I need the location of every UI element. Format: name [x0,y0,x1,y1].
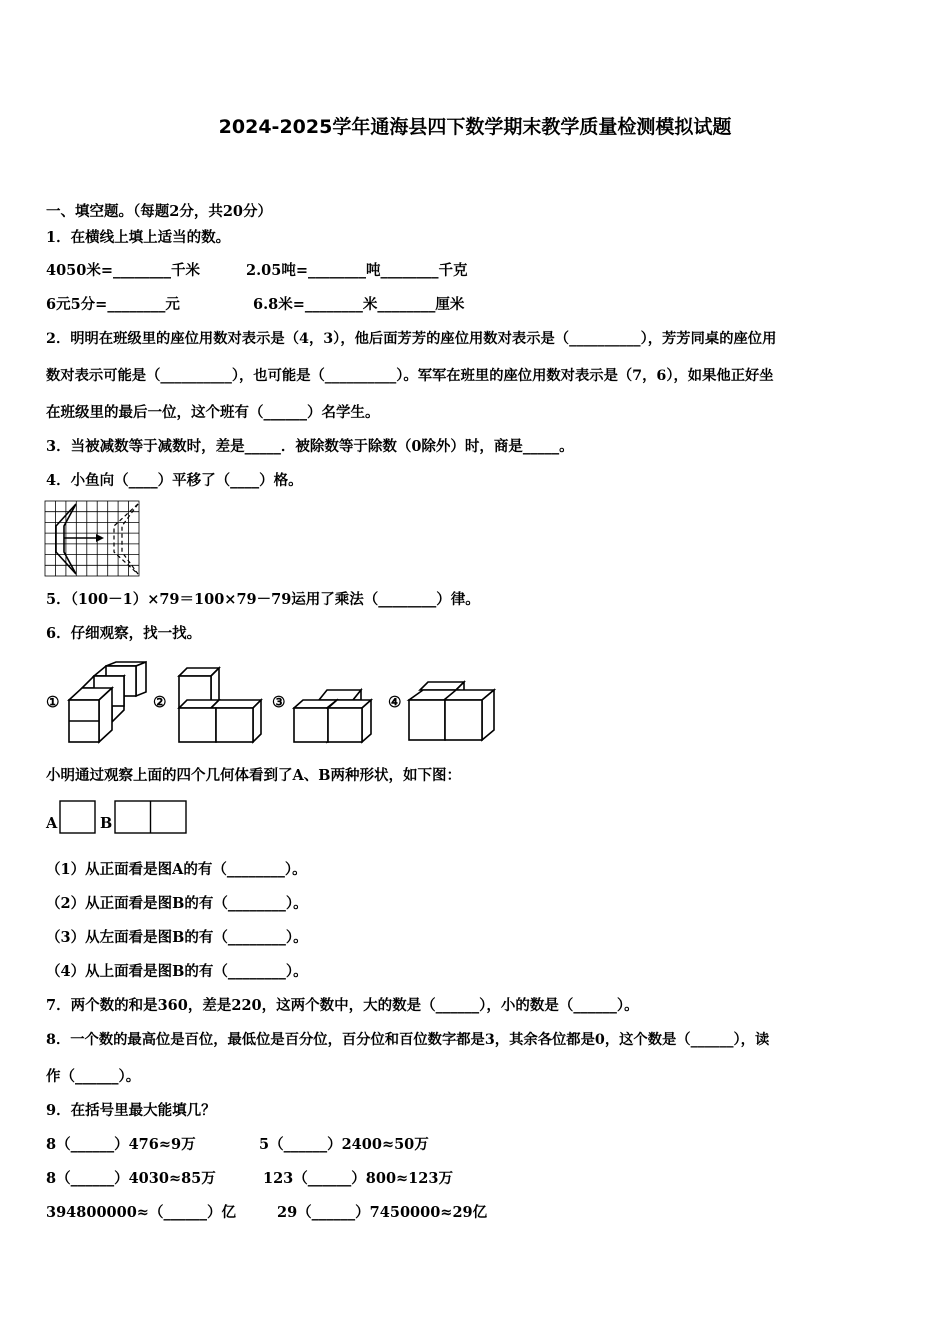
q1-item-c: 6元5分=________元 [46,296,180,313]
q2-line3: 在班级里的最后一位，这个班有（______）名学生。 [46,404,380,421]
q9-item-1a: 8（______）476≈9万 [46,1136,196,1153]
q9-item-3b: 29（______）7450000≈29亿 [277,1204,488,1221]
shape-b-label: B [100,815,113,832]
figure-label-2: ② [153,693,167,711]
q8-line2: 作（______）。 [46,1068,141,1085]
q6-sub3: （3）从左面看是图B的有（________）。 [46,929,308,946]
shape-a-label: A [46,815,58,832]
figure-label-4: ④ [388,693,402,711]
q9-item-2b: 123（______）800≈123万 [263,1170,453,1187]
figure-label-3: ③ [272,693,286,711]
q6-sub4: （4）从上面看是图B的有（________）。 [46,963,308,980]
cube-figure-3 [291,686,377,746]
page-title: 2024-2025学年通海县四下数学期末教学质量检测模拟试题 [218,116,732,138]
q1-item-d: 6.8米=________米________厘米 [253,296,465,313]
q3-text: 3．当被减数等于减数时，差是_____．被除数等于除数（0除外）时，商是_____。 [46,438,574,455]
shape-a-square [59,800,97,836]
q1-stem: 1．在横线上填上适当的数。 [46,229,231,246]
q1-item-b: 2.05吨=________吨________千克 [246,262,468,279]
q9-stem: 9．在括号里最大能填几？ [46,1102,216,1119]
cube-figure-4 [406,680,498,746]
cube-figure-2 [176,664,266,746]
q8-line1: 8．一个数的最高位是百位，最低位是百分位，百分位和百位数字都是3，其余各位都是0，这个数是（______），读 [46,1032,770,1048]
fish-translated [114,504,138,574]
figure-label-1: ① [46,693,60,711]
q7-text: 7．两个数的和是360，差是220，这两个数中，大的数是（______），小的数是（______）。 [46,997,639,1014]
q2-line1: 2．明明在班级里的座位用数对表示是（4，3），他后面芳芳的座位用数对表示是（__________），芳芳同桌的座位用 [46,331,777,347]
q1-item-a: 4050米=________千米 [46,262,201,279]
q5-text: 5．（100－1）×79＝100×79－79运用了乘法（________）律。 [46,591,480,608]
q9-item-3a: 394800000≈（______）亿 [46,1204,236,1221]
cube-figure-1 [66,660,150,746]
q2-line2: 数对表示可能是（__________），也可能是（__________）。军军在班里的座位用数对表示是（7，6），如果他正好坐 [46,368,774,384]
shape-b-double-square [114,800,188,836]
q4-text: 4．小鱼向（____）平移了（____）格。 [46,472,303,489]
q9-item-2a: 8（______）4030≈85万 [46,1170,216,1187]
q6-sub2: （2）从正面看是图B的有（________）。 [46,895,308,912]
section-heading: 一、填空题。（每题2分，共20分） [46,203,273,220]
arrow-icon [96,534,104,542]
q6-observe-text: 小明通过观察上面的四个几何体看到了A、B两种形状，如下图： [46,767,462,784]
fish-grid-figure [44,500,144,580]
q6-stem: 6．仔细观察，找一找。 [46,625,202,642]
q9-item-1b: 5（______）2400≈50万 [259,1136,429,1153]
q6-sub1: （1）从正面看是图A的有（________）。 [46,861,307,878]
